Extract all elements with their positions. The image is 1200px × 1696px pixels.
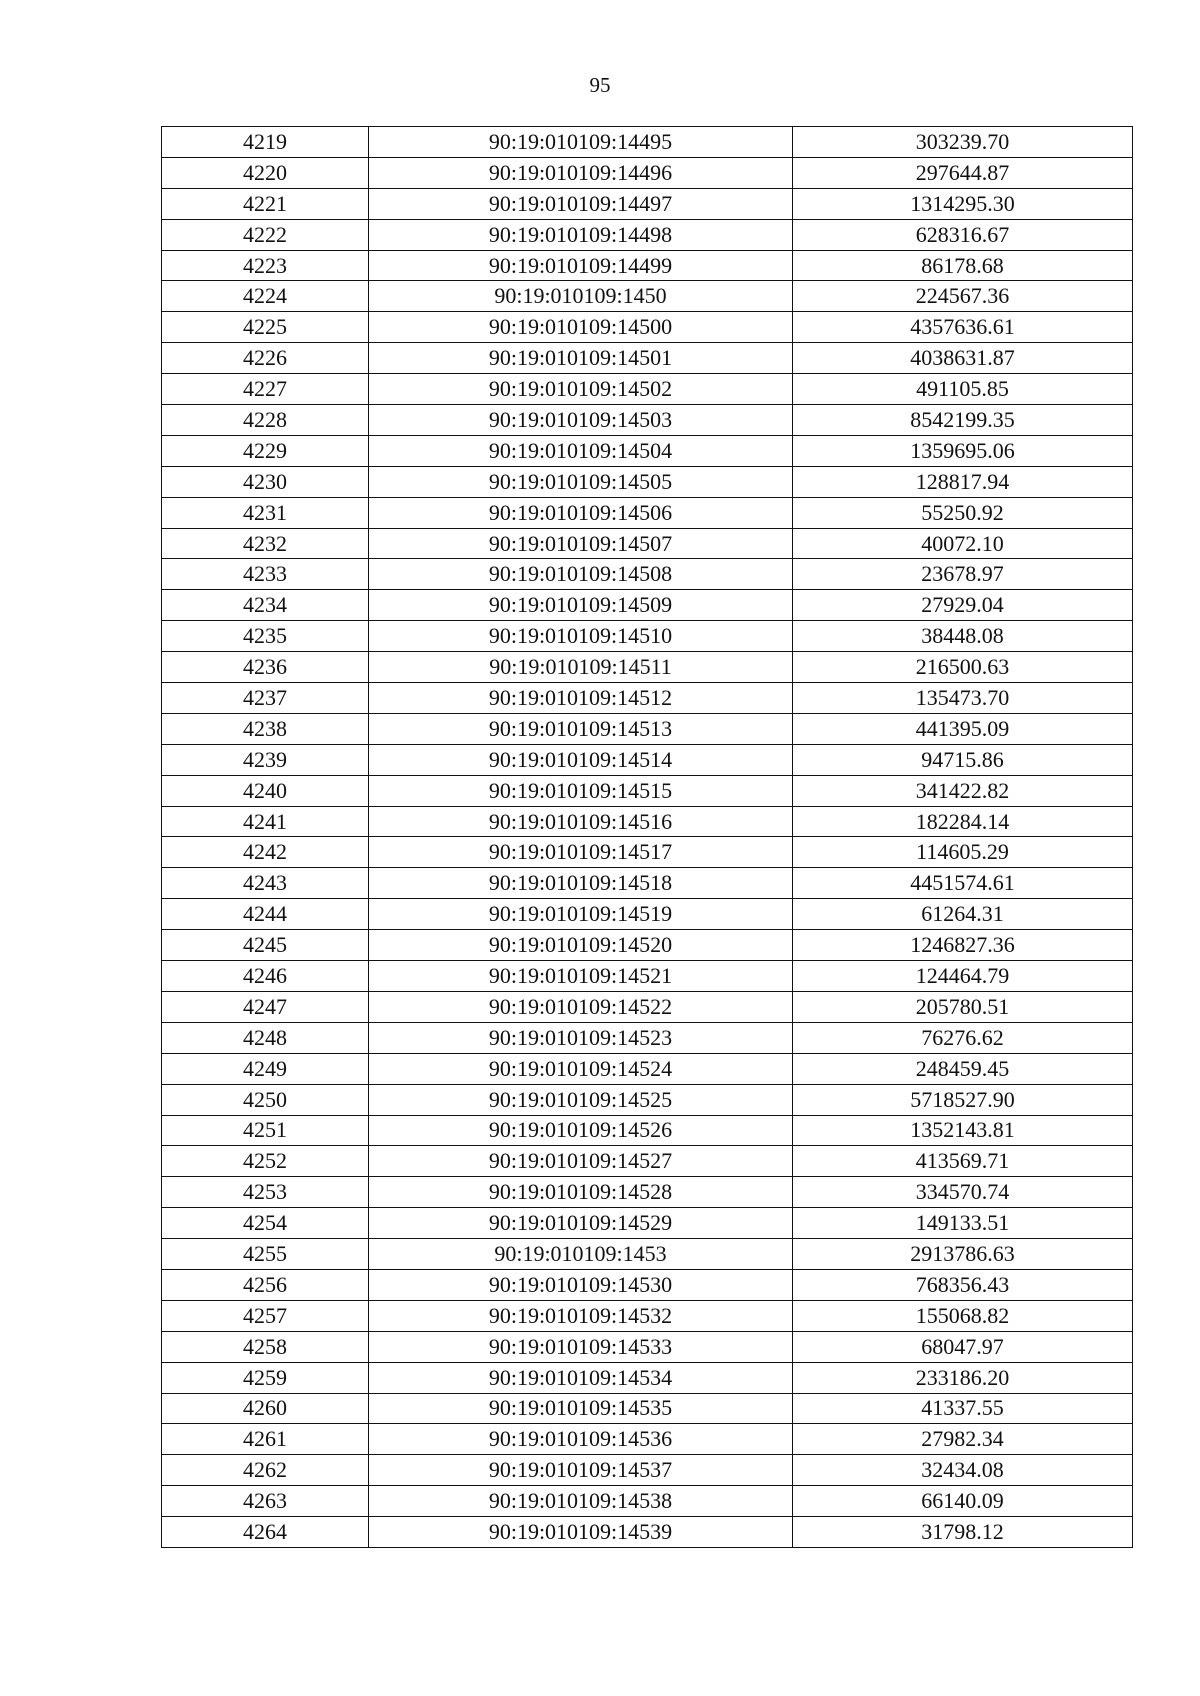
row-number-cell: 4234 (162, 590, 369, 621)
value-cell: 5718527.90 (793, 1084, 1133, 1115)
cadastral-number-cell: 90:19:010109:14526 (369, 1115, 793, 1146)
value-cell: 224567.36 (793, 281, 1133, 312)
table-row (162, 1022, 1133, 1053)
cadastral-number-cell: 90:19:010109:14529 (369, 1208, 793, 1239)
table-row (162, 1455, 1133, 1486)
cadastral-number-cell: 90:19:010109:14533 (369, 1331, 793, 1362)
cadastral-number-cell: 90:19:010109:14535 (369, 1393, 793, 1424)
value-cell: 155068.82 (793, 1300, 1133, 1331)
table-row (162, 1239, 1133, 1270)
table-row (162, 652, 1133, 683)
value-cell: 233186.20 (793, 1362, 1133, 1393)
table-row (162, 1331, 1133, 1362)
value-cell: 61264.31 (793, 899, 1133, 930)
row-number-cell: 4230 (162, 466, 369, 497)
row-number-cell: 4225 (162, 312, 369, 343)
cadastral-number-cell: 90:19:010109:14525 (369, 1084, 793, 1115)
value-cell: 86178.68 (793, 250, 1133, 281)
cadastral-number-cell: 90:19:010109:14501 (369, 343, 793, 374)
value-cell: 205780.51 (793, 991, 1133, 1022)
row-number-cell: 4257 (162, 1300, 369, 1331)
value-cell: 76276.62 (793, 1022, 1133, 1053)
table-row (162, 683, 1133, 714)
cadastral-number-cell: 90:19:010109:14537 (369, 1455, 793, 1486)
value-cell: 248459.45 (793, 1053, 1133, 1084)
cadastral-number-cell: 90:19:010109:14497 (369, 188, 793, 219)
value-cell: 23678.97 (793, 559, 1133, 590)
value-cell: 1314295.30 (793, 188, 1133, 219)
row-number-cell: 4250 (162, 1084, 369, 1115)
row-number-cell: 4258 (162, 1331, 369, 1362)
cadastral-number-cell: 90:19:010109:14539 (369, 1517, 793, 1548)
table-row (162, 1393, 1133, 1424)
row-number-cell: 4219 (162, 127, 369, 158)
table-row (162, 250, 1133, 281)
page-number: 95 (589, 73, 611, 97)
cadastral-number-cell: 90:19:010109:14506 (369, 497, 793, 528)
cadastral-number-cell: 90:19:010109:14507 (369, 528, 793, 559)
table-row (162, 713, 1133, 744)
value-cell: 768356.43 (793, 1269, 1133, 1300)
value-cell: 41337.55 (793, 1393, 1133, 1424)
cadastral-number-cell: 90:19:010109:14510 (369, 621, 793, 652)
value-cell: 4038631.87 (793, 343, 1133, 374)
cadastral-number-cell: 90:19:010109:14500 (369, 312, 793, 343)
cadastral-number-cell: 90:19:010109:14519 (369, 899, 793, 930)
table-row (162, 528, 1133, 559)
row-number-cell: 4263 (162, 1486, 369, 1517)
cadastral-number-cell: 90:19:010109:14502 (369, 374, 793, 405)
table-row (162, 868, 1133, 899)
cadastral-number-cell: 90:19:010109:14511 (369, 652, 793, 683)
row-number-cell: 4224 (162, 281, 369, 312)
table-row (162, 497, 1133, 528)
value-cell: 31798.12 (793, 1517, 1133, 1548)
cadastral-number-cell: 90:19:010109:14532 (369, 1300, 793, 1331)
value-cell: 297644.87 (793, 157, 1133, 188)
value-cell: 94715.86 (793, 744, 1133, 775)
table-row (162, 1362, 1133, 1393)
table-row (162, 1300, 1133, 1331)
cadastral-number-cell: 90:19:010109:14521 (369, 961, 793, 992)
cadastral-number-cell: 90:19:010109:14509 (369, 590, 793, 621)
value-cell: 182284.14 (793, 806, 1133, 837)
row-number-cell: 4261 (162, 1424, 369, 1455)
table-row (162, 1424, 1133, 1455)
cadastral-number-cell: 90:19:010109:14522 (369, 991, 793, 1022)
row-number-cell: 4253 (162, 1177, 369, 1208)
row-number-cell: 4259 (162, 1362, 369, 1393)
table-row (162, 1084, 1133, 1115)
table-row (162, 744, 1133, 775)
row-number-cell: 4231 (162, 497, 369, 528)
value-cell: 303239.70 (793, 127, 1133, 158)
row-number-cell: 4227 (162, 374, 369, 405)
table-row (162, 1115, 1133, 1146)
value-cell: 2913786.63 (793, 1239, 1133, 1270)
table-row (162, 281, 1133, 312)
table-body (162, 127, 1133, 1548)
table-row (162, 312, 1133, 343)
row-number-cell: 4254 (162, 1208, 369, 1239)
value-cell: 38448.08 (793, 621, 1133, 652)
value-cell: 413569.71 (793, 1146, 1133, 1177)
value-cell: 216500.63 (793, 652, 1133, 683)
cadastral-number-cell: 90:19:010109:14538 (369, 1486, 793, 1517)
value-cell: 32434.08 (793, 1455, 1133, 1486)
row-number-cell: 4222 (162, 219, 369, 250)
cadastral-number-cell: 90:19:010109:14527 (369, 1146, 793, 1177)
row-number-cell: 4220 (162, 157, 369, 188)
cadastral-number-cell: 90:19:010109:14518 (369, 868, 793, 899)
row-number-cell: 4238 (162, 713, 369, 744)
cadastral-table (161, 126, 1133, 1548)
cadastral-number-cell: 90:19:010109:14515 (369, 775, 793, 806)
cadastral-number-cell: 90:19:010109:14514 (369, 744, 793, 775)
row-number-cell: 4249 (162, 1053, 369, 1084)
row-number-cell: 4236 (162, 652, 369, 683)
row-number-cell: 4235 (162, 621, 369, 652)
cadastral-number-cell: 90:19:010109:14517 (369, 837, 793, 868)
row-number-cell: 4240 (162, 775, 369, 806)
table-row (162, 188, 1133, 219)
cadastral-number-cell: 90:19:010109:14516 (369, 806, 793, 837)
value-cell: 4451574.61 (793, 868, 1133, 899)
row-number-cell: 4260 (162, 1393, 369, 1424)
table-row (162, 405, 1133, 436)
cadastral-number-cell: 90:19:010109:14536 (369, 1424, 793, 1455)
value-cell: 341422.82 (793, 775, 1133, 806)
value-cell: 4357636.61 (793, 312, 1133, 343)
row-number-cell: 4251 (162, 1115, 369, 1146)
value-cell: 27982.34 (793, 1424, 1133, 1455)
table-row (162, 374, 1133, 405)
table-row (162, 466, 1133, 497)
row-number-cell: 4256 (162, 1269, 369, 1300)
row-number-cell: 4252 (162, 1146, 369, 1177)
cadastral-number-cell: 90:19:010109:14528 (369, 1177, 793, 1208)
cadastral-number-cell: 90:19:010109:14534 (369, 1362, 793, 1393)
cadastral-number-cell: 90:19:010109:14508 (369, 559, 793, 590)
table-row (162, 930, 1133, 961)
cadastral-number-cell: 90:19:010109:14523 (369, 1022, 793, 1053)
row-number-cell: 4247 (162, 991, 369, 1022)
table-row (162, 1053, 1133, 1084)
table-row (162, 806, 1133, 837)
cadastral-number-cell: 90:19:010109:14496 (369, 157, 793, 188)
value-cell: 1246827.36 (793, 930, 1133, 961)
value-cell: 334570.74 (793, 1177, 1133, 1208)
cadastral-number-cell: 90:19:010109:14504 (369, 435, 793, 466)
table-row (162, 837, 1133, 868)
table-row (162, 1146, 1133, 1177)
cadastral-number-cell: 90:19:010109:14495 (369, 127, 793, 158)
row-number-cell: 4221 (162, 188, 369, 219)
table-row (162, 219, 1133, 250)
table-row (162, 343, 1133, 374)
value-cell: 124464.79 (793, 961, 1133, 992)
row-number-cell: 4262 (162, 1455, 369, 1486)
table-row (162, 1517, 1133, 1548)
table-row (162, 775, 1133, 806)
cadastral-number-cell: 90:19:010109:1453 (369, 1239, 793, 1270)
row-number-cell: 4242 (162, 837, 369, 868)
row-number-cell: 4239 (162, 744, 369, 775)
table-row (162, 899, 1133, 930)
table-row (162, 127, 1133, 158)
value-cell: 1352143.81 (793, 1115, 1133, 1146)
cadastral-number-cell: 90:19:010109:14524 (369, 1053, 793, 1084)
cadastral-number-cell: 90:19:010109:14498 (369, 219, 793, 250)
table-row (162, 157, 1133, 188)
value-cell: 27929.04 (793, 590, 1133, 621)
table-row (162, 435, 1133, 466)
table-row (162, 991, 1133, 1022)
value-cell: 491105.85 (793, 374, 1133, 405)
row-number-cell: 4226 (162, 343, 369, 374)
cadastral-number-cell: 90:19:010109:14520 (369, 930, 793, 961)
cadastral-number-cell: 90:19:010109:14499 (369, 250, 793, 281)
table-row (162, 1486, 1133, 1517)
row-number-cell: 4241 (162, 806, 369, 837)
table-row (162, 621, 1133, 652)
value-cell: 128817.94 (793, 466, 1133, 497)
value-cell: 8542199.35 (793, 405, 1133, 436)
value-cell: 40072.10 (793, 528, 1133, 559)
row-number-cell: 4232 (162, 528, 369, 559)
row-number-cell: 4223 (162, 250, 369, 281)
table-row (162, 559, 1133, 590)
table-row (162, 1177, 1133, 1208)
value-cell: 441395.09 (793, 713, 1133, 744)
value-cell: 68047.97 (793, 1331, 1133, 1362)
row-number-cell: 4228 (162, 405, 369, 436)
table-row (162, 1208, 1133, 1239)
row-number-cell: 4246 (162, 961, 369, 992)
cadastral-number-cell: 90:19:010109:14530 (369, 1269, 793, 1300)
row-number-cell: 4237 (162, 683, 369, 714)
row-number-cell: 4255 (162, 1239, 369, 1270)
value-cell: 149133.51 (793, 1208, 1133, 1239)
row-number-cell: 4243 (162, 868, 369, 899)
value-cell: 55250.92 (793, 497, 1133, 528)
value-cell: 135473.70 (793, 683, 1133, 714)
cadastral-number-cell: 90:19:010109:1450 (369, 281, 793, 312)
row-number-cell: 4233 (162, 559, 369, 590)
cadastral-number-cell: 90:19:010109:14503 (369, 405, 793, 436)
row-number-cell: 4229 (162, 435, 369, 466)
row-number-cell: 4244 (162, 899, 369, 930)
table-row (162, 590, 1133, 621)
cadastral-number-cell: 90:19:010109:14505 (369, 466, 793, 497)
value-cell: 1359695.06 (793, 435, 1133, 466)
row-number-cell: 4264 (162, 1517, 369, 1548)
table-row (162, 1269, 1133, 1300)
value-cell: 628316.67 (793, 219, 1133, 250)
row-number-cell: 4245 (162, 930, 369, 961)
table-row (162, 961, 1133, 992)
cadastral-number-cell: 90:19:010109:14513 (369, 713, 793, 744)
value-cell: 66140.09 (793, 1486, 1133, 1517)
cadastral-number-cell: 90:19:010109:14512 (369, 683, 793, 714)
value-cell: 114605.29 (793, 837, 1133, 868)
row-number-cell: 4248 (162, 1022, 369, 1053)
